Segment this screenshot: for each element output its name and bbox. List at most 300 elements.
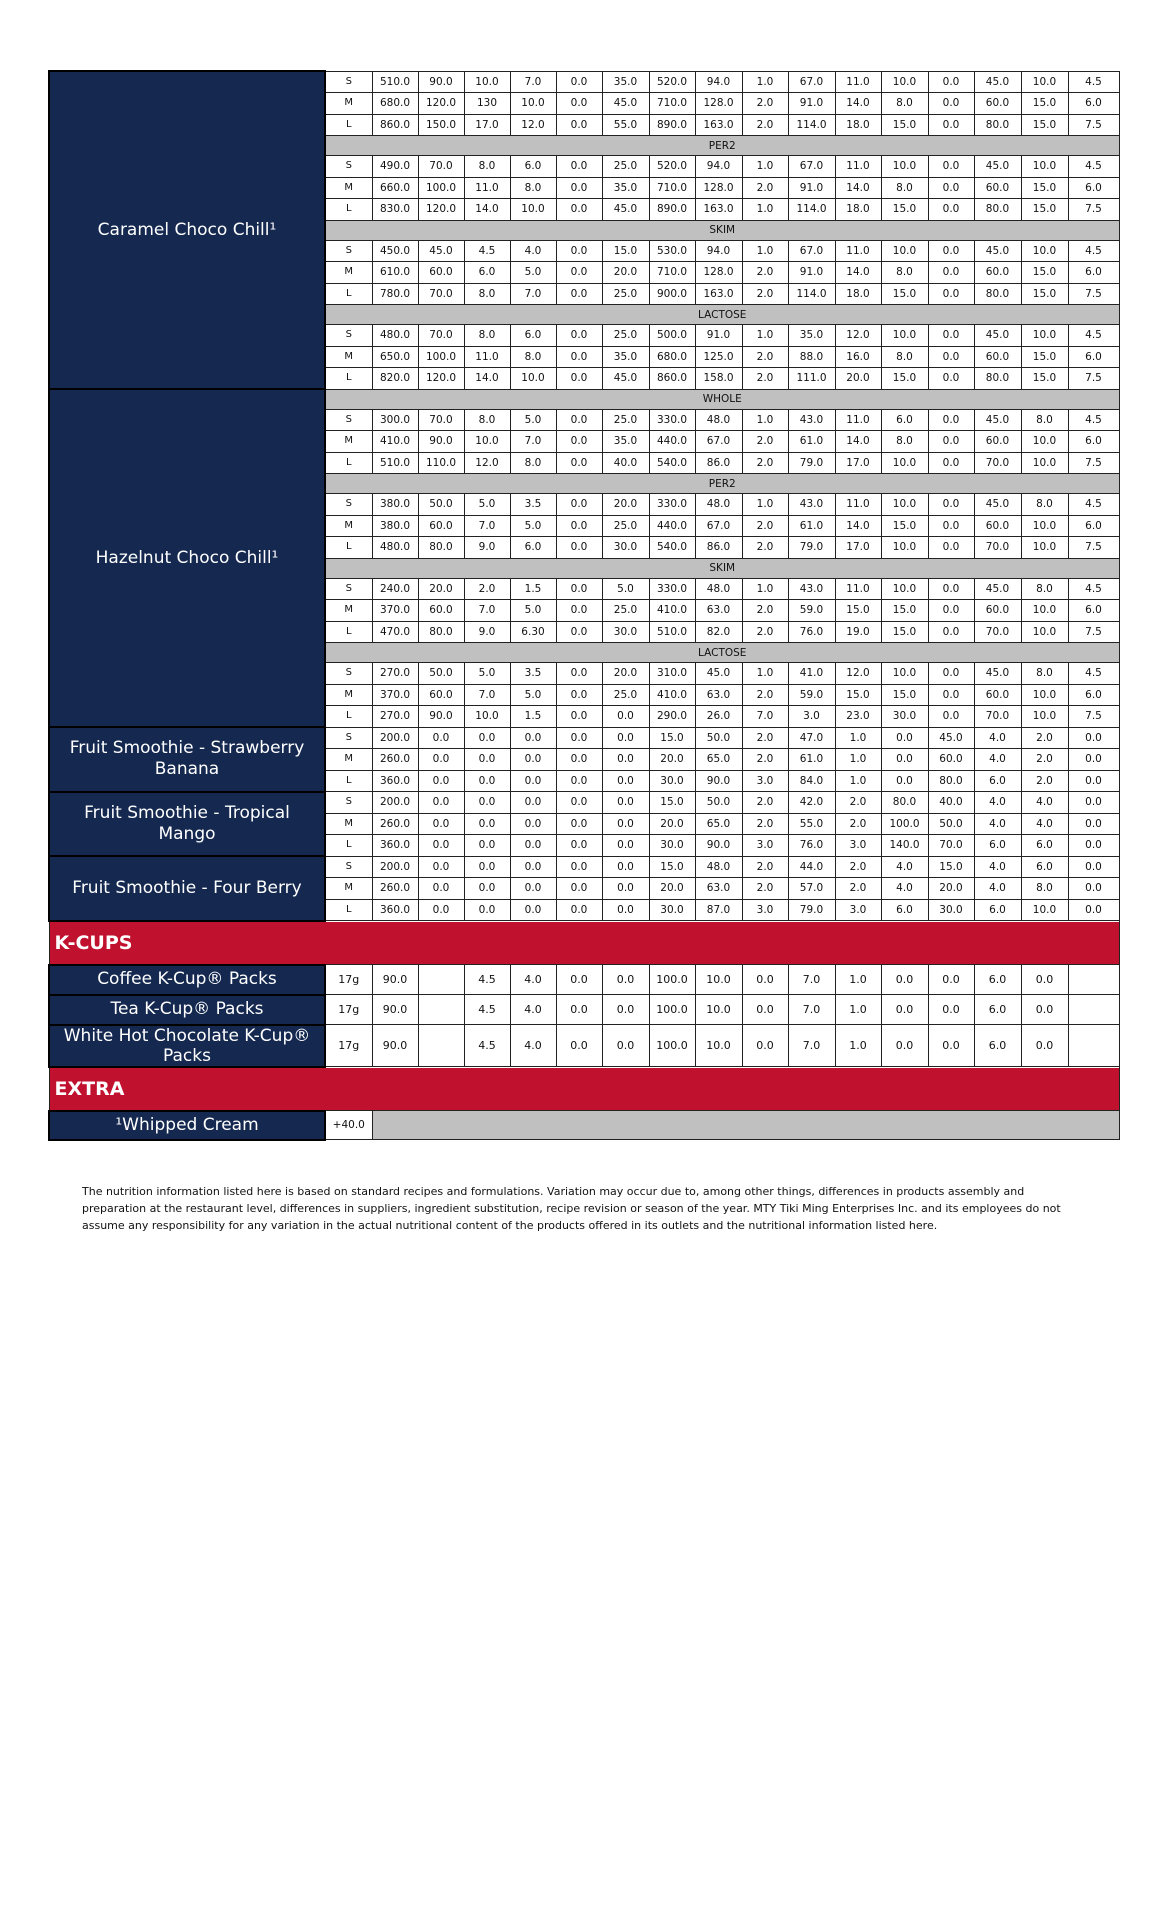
value-cell: 17.0 bbox=[835, 537, 881, 559]
value-cell: 16.0 bbox=[835, 346, 881, 368]
value-cell: 67.0 bbox=[695, 515, 742, 537]
value-cell: 45.0 bbox=[974, 663, 1021, 685]
value-cell: 11.0 bbox=[835, 240, 881, 262]
value-cell: 2.0 bbox=[742, 93, 788, 115]
value-cell: 90.0 bbox=[372, 995, 418, 1025]
value-cell: 8.0 bbox=[1021, 578, 1068, 600]
value-cell: 8.0 bbox=[510, 346, 556, 368]
value-cell: 6.0 bbox=[1068, 515, 1119, 537]
value-cell: 60.0 bbox=[974, 431, 1021, 453]
value-cell: 80.0 bbox=[881, 792, 928, 814]
value-cell: 80.0 bbox=[418, 537, 464, 559]
product-name-cell: Caramel Choco Chill¹ bbox=[49, 71, 325, 389]
value-cell: 70.0 bbox=[974, 452, 1021, 474]
value-cell: 0.0 bbox=[602, 856, 649, 878]
value-cell: 0.0 bbox=[742, 965, 788, 995]
value-cell: 8.0 bbox=[881, 93, 928, 115]
value-cell: 2.0 bbox=[1021, 727, 1068, 749]
value-cell: 5.0 bbox=[510, 684, 556, 706]
value-cell: 0.0 bbox=[556, 706, 602, 728]
value-cell: 140.0 bbox=[881, 835, 928, 857]
value-cell: 2.0 bbox=[742, 600, 788, 622]
value-cell: 0.0 bbox=[556, 431, 602, 453]
value-cell: 6.0 bbox=[1068, 600, 1119, 622]
value-cell: 0.0 bbox=[602, 813, 649, 835]
value-cell: 4.5 bbox=[464, 965, 510, 995]
value-cell: 94.0 bbox=[695, 156, 742, 178]
value-cell: 0.0 bbox=[602, 835, 649, 857]
value-cell: 45.0 bbox=[602, 199, 649, 221]
value-cell bbox=[1068, 965, 1119, 995]
value-cell: 2.0 bbox=[742, 114, 788, 136]
value-cell: 10.0 bbox=[1021, 325, 1068, 347]
size-cell: L bbox=[325, 835, 372, 857]
value-cell: 6.0 bbox=[1021, 856, 1068, 878]
value-cell: 10.0 bbox=[510, 199, 556, 221]
value-cell: 0.0 bbox=[1068, 792, 1119, 814]
value-cell: 70.0 bbox=[974, 706, 1021, 728]
value-cell: 4.5 bbox=[1068, 240, 1119, 262]
value-cell: 45.0 bbox=[974, 409, 1021, 431]
value-cell: 0.0 bbox=[881, 727, 928, 749]
value-cell: 163.0 bbox=[695, 283, 742, 305]
value-cell: 6.0 bbox=[881, 409, 928, 431]
value-cell: 270.0 bbox=[372, 706, 418, 728]
value-cell: 14.0 bbox=[835, 431, 881, 453]
size-cell: M bbox=[325, 177, 372, 199]
value-cell: 4.5 bbox=[1068, 71, 1119, 93]
size-cell: L bbox=[325, 452, 372, 474]
value-cell: 680.0 bbox=[372, 93, 418, 115]
value-cell: 80.0 bbox=[974, 114, 1021, 136]
value-cell: 57.0 bbox=[788, 878, 835, 900]
value-cell: 90.0 bbox=[418, 706, 464, 728]
value-cell: 7.5 bbox=[1068, 283, 1119, 305]
value-cell: 11.0 bbox=[835, 409, 881, 431]
value-cell: 480.0 bbox=[372, 537, 418, 559]
extra-section-title: EXTRA bbox=[49, 1067, 1119, 1111]
value-cell: 0.0 bbox=[1068, 856, 1119, 878]
value-cell: 0.0 bbox=[928, 71, 974, 93]
value-cell: 4.0 bbox=[1021, 792, 1068, 814]
value-cell: 5.0 bbox=[510, 262, 556, 284]
value-cell: 6.30 bbox=[510, 621, 556, 643]
value-cell: 91.0 bbox=[788, 93, 835, 115]
value-cell: 0.0 bbox=[602, 770, 649, 792]
serving-weight-cell: 17g bbox=[325, 1025, 372, 1067]
value-cell: 111.0 bbox=[788, 368, 835, 390]
value-cell: 76.0 bbox=[788, 621, 835, 643]
value-cell: 10.0 bbox=[510, 368, 556, 390]
value-cell: 2.0 bbox=[742, 515, 788, 537]
value-cell: 500.0 bbox=[649, 325, 695, 347]
size-cell: M bbox=[325, 262, 372, 284]
value-cell: 9.0 bbox=[464, 537, 510, 559]
value-cell: 80.0 bbox=[418, 621, 464, 643]
value-cell: 240.0 bbox=[372, 578, 418, 600]
value-cell: 0.0 bbox=[928, 156, 974, 178]
value-cell: 128.0 bbox=[695, 93, 742, 115]
value-cell: 0.0 bbox=[928, 325, 974, 347]
value-cell: 10.0 bbox=[1021, 71, 1068, 93]
value-cell: 70.0 bbox=[974, 621, 1021, 643]
value-cell: 14.0 bbox=[464, 368, 510, 390]
value-cell bbox=[1068, 1025, 1119, 1067]
value-cell: 15.0 bbox=[1021, 93, 1068, 115]
value-cell: 70.0 bbox=[418, 283, 464, 305]
value-cell: 35.0 bbox=[602, 71, 649, 93]
value-cell: 4.0 bbox=[974, 813, 1021, 835]
value-cell: 94.0 bbox=[695, 71, 742, 93]
value-cell: 60.0 bbox=[418, 262, 464, 284]
value-cell: 4.5 bbox=[464, 995, 510, 1025]
value-cell: 80.0 bbox=[974, 368, 1021, 390]
value-cell: 370.0 bbox=[372, 684, 418, 706]
value-cell: 15.0 bbox=[1021, 368, 1068, 390]
value-cell: 80.0 bbox=[974, 199, 1021, 221]
size-cell: L bbox=[325, 899, 372, 921]
value-cell: 8.0 bbox=[881, 346, 928, 368]
value-cell: 4.5 bbox=[1068, 578, 1119, 600]
value-cell: 0.0 bbox=[881, 770, 928, 792]
value-cell: 82.0 bbox=[695, 621, 742, 643]
value-cell: 15.0 bbox=[1021, 346, 1068, 368]
value-cell: 4.0 bbox=[881, 878, 928, 900]
value-cell: 360.0 bbox=[372, 770, 418, 792]
value-cell: 6.0 bbox=[974, 899, 1021, 921]
value-cell: 0.0 bbox=[928, 965, 974, 995]
value-cell: 120.0 bbox=[418, 199, 464, 221]
value-cell: 1.0 bbox=[835, 1025, 881, 1067]
value-cell: 5.0 bbox=[602, 578, 649, 600]
value-cell: 8.0 bbox=[510, 452, 556, 474]
value-cell: 10.0 bbox=[1021, 537, 1068, 559]
value-cell: 6.0 bbox=[1068, 346, 1119, 368]
value-cell: 50.0 bbox=[418, 663, 464, 685]
value-cell: 890.0 bbox=[649, 199, 695, 221]
value-cell: 0.0 bbox=[742, 1025, 788, 1067]
value-cell: 0.0 bbox=[1068, 835, 1119, 857]
kcup-row bbox=[49, 1025, 1119, 1067]
value-cell: 35.0 bbox=[602, 431, 649, 453]
value-cell: 60.0 bbox=[418, 600, 464, 622]
value-cell: 2.0 bbox=[742, 621, 788, 643]
milk-type-label: LACTOSE bbox=[325, 643, 1119, 663]
value-cell: 2.0 bbox=[835, 878, 881, 900]
value-cell: 5.0 bbox=[510, 515, 556, 537]
value-cell: 610.0 bbox=[372, 262, 418, 284]
value-cell: 65.0 bbox=[695, 813, 742, 835]
value-cell: 11.0 bbox=[835, 156, 881, 178]
size-cell: M bbox=[325, 684, 372, 706]
value-cell: 4.0 bbox=[974, 727, 1021, 749]
value-cell: 1.0 bbox=[742, 156, 788, 178]
value-cell: 1.0 bbox=[835, 749, 881, 771]
value-cell: 0.0 bbox=[510, 770, 556, 792]
value-cell: 8.0 bbox=[464, 409, 510, 431]
value-cell: 4.5 bbox=[1068, 663, 1119, 685]
value-cell: 48.0 bbox=[695, 409, 742, 431]
value-cell: 0.0 bbox=[556, 749, 602, 771]
value-cell: 0.0 bbox=[418, 813, 464, 835]
value-cell: 45.0 bbox=[974, 494, 1021, 516]
value-cell: 0.0 bbox=[928, 663, 974, 685]
value-cell: 6.0 bbox=[1068, 93, 1119, 115]
value-cell: 3.5 bbox=[510, 663, 556, 685]
value-cell: 5.0 bbox=[510, 409, 556, 431]
value-cell: 100.0 bbox=[418, 177, 464, 199]
value-cell: 70.0 bbox=[928, 835, 974, 857]
value-cell: 900.0 bbox=[649, 283, 695, 305]
value-cell: 0.0 bbox=[928, 283, 974, 305]
value-cell: 60.0 bbox=[974, 93, 1021, 115]
value-cell: 20.0 bbox=[928, 878, 974, 900]
value-cell: 35.0 bbox=[788, 325, 835, 347]
value-cell: 19.0 bbox=[835, 621, 881, 643]
size-cell: L bbox=[325, 621, 372, 643]
value-cell: 0.0 bbox=[556, 621, 602, 643]
value-cell: 0.0 bbox=[1068, 749, 1119, 771]
value-cell: 90.0 bbox=[695, 835, 742, 857]
value-cell: 6.0 bbox=[974, 1025, 1021, 1067]
value-cell: 15.0 bbox=[881, 515, 928, 537]
value-cell: 650.0 bbox=[372, 346, 418, 368]
value-cell: 15.0 bbox=[649, 727, 695, 749]
value-cell: 480.0 bbox=[372, 325, 418, 347]
value-cell: 11.0 bbox=[464, 346, 510, 368]
value-cell: 20.0 bbox=[649, 749, 695, 771]
value-cell: 25.0 bbox=[602, 409, 649, 431]
value-cell: 79.0 bbox=[788, 537, 835, 559]
value-cell: 8.0 bbox=[1021, 663, 1068, 685]
value-cell: 15.0 bbox=[602, 240, 649, 262]
value-cell: 0.0 bbox=[418, 899, 464, 921]
value-cell: 10.0 bbox=[881, 325, 928, 347]
value-cell: 0.0 bbox=[602, 706, 649, 728]
value-cell: 0.0 bbox=[418, 856, 464, 878]
value-cell: 10.0 bbox=[881, 71, 928, 93]
size-cell: L bbox=[325, 283, 372, 305]
value-cell: 60.0 bbox=[928, 749, 974, 771]
value-cell: 0.0 bbox=[928, 515, 974, 537]
value-cell: 710.0 bbox=[649, 262, 695, 284]
value-cell: 0.0 bbox=[928, 199, 974, 221]
value-cell: 0.0 bbox=[928, 537, 974, 559]
value-cell: 91.0 bbox=[788, 177, 835, 199]
value-cell: 2.0 bbox=[742, 177, 788, 199]
value-cell: 114.0 bbox=[788, 199, 835, 221]
value-cell: 3.5 bbox=[510, 494, 556, 516]
value-cell: 0.0 bbox=[510, 792, 556, 814]
value-cell: 26.0 bbox=[695, 706, 742, 728]
value-cell: 2.0 bbox=[742, 856, 788, 878]
value-cell: 660.0 bbox=[372, 177, 418, 199]
value-cell: 2.0 bbox=[742, 431, 788, 453]
value-cell: 10.0 bbox=[881, 494, 928, 516]
product-name-cell: Hazelnut Choco Chill¹ bbox=[49, 389, 325, 727]
value-cell: 0.0 bbox=[556, 663, 602, 685]
milk-type-label: SKIM bbox=[325, 220, 1119, 240]
section-header-row bbox=[49, 921, 1119, 965]
milk-type-label: PER2 bbox=[325, 136, 1119, 156]
value-cell: 410.0 bbox=[649, 684, 695, 706]
value-cell: 0.0 bbox=[556, 156, 602, 178]
size-cell: S bbox=[325, 71, 372, 93]
value-cell: 0.0 bbox=[928, 409, 974, 431]
value-cell: 2.0 bbox=[742, 749, 788, 771]
value-cell: 20.0 bbox=[835, 368, 881, 390]
value-cell: 780.0 bbox=[372, 283, 418, 305]
value-cell: 0.0 bbox=[556, 71, 602, 93]
value-cell: 0.0 bbox=[928, 621, 974, 643]
value-cell: 80.0 bbox=[974, 283, 1021, 305]
value-cell: 84.0 bbox=[788, 770, 835, 792]
value-cell: 11.0 bbox=[835, 494, 881, 516]
value-cell: 11.0 bbox=[835, 71, 881, 93]
value-cell: 7.0 bbox=[788, 995, 835, 1025]
value-cell: 440.0 bbox=[649, 431, 695, 453]
value-cell: 0.0 bbox=[556, 199, 602, 221]
value-cell: 10.0 bbox=[695, 995, 742, 1025]
value-cell: 60.0 bbox=[974, 600, 1021, 622]
value-cell: 15.0 bbox=[649, 856, 695, 878]
value-cell: 0.0 bbox=[556, 368, 602, 390]
value-cell: 860.0 bbox=[372, 114, 418, 136]
value-cell: 40.0 bbox=[602, 452, 649, 474]
value-cell: 10.0 bbox=[1021, 706, 1068, 728]
value-cell: 70.0 bbox=[974, 537, 1021, 559]
value-cell: 15.0 bbox=[1021, 177, 1068, 199]
value-cell: 79.0 bbox=[788, 452, 835, 474]
table-row bbox=[49, 792, 1119, 814]
value-cell: 14.0 bbox=[464, 199, 510, 221]
value-cell: 410.0 bbox=[372, 431, 418, 453]
value-cell: 6.0 bbox=[1068, 431, 1119, 453]
value-cell: 25.0 bbox=[602, 283, 649, 305]
value-cell: 17.0 bbox=[835, 452, 881, 474]
value-cell: 0.0 bbox=[556, 770, 602, 792]
value-cell: 86.0 bbox=[695, 452, 742, 474]
value-cell: 1.0 bbox=[742, 494, 788, 516]
value-cell: 6.0 bbox=[974, 995, 1021, 1025]
value-cell: 12.0 bbox=[510, 114, 556, 136]
value-cell: 8.0 bbox=[1021, 409, 1068, 431]
value-cell: 710.0 bbox=[649, 93, 695, 115]
value-cell: 0.0 bbox=[602, 995, 649, 1025]
value-cell: 91.0 bbox=[695, 325, 742, 347]
value-cell: 260.0 bbox=[372, 878, 418, 900]
value-cell: 0.0 bbox=[881, 965, 928, 995]
value-cell: 67.0 bbox=[788, 71, 835, 93]
value-cell: 120.0 bbox=[418, 93, 464, 115]
value-cell: 20.0 bbox=[602, 262, 649, 284]
value-cell: 55.0 bbox=[602, 114, 649, 136]
value-cell: 330.0 bbox=[649, 409, 695, 431]
value-cell: 14.0 bbox=[835, 93, 881, 115]
value-cell: 100.0 bbox=[649, 995, 695, 1025]
value-cell: 0.0 bbox=[928, 706, 974, 728]
value-cell: 50.0 bbox=[928, 813, 974, 835]
value-cell: 61.0 bbox=[788, 749, 835, 771]
value-cell: 1.0 bbox=[742, 578, 788, 600]
value-cell: 0.0 bbox=[418, 749, 464, 771]
size-cell: S bbox=[325, 792, 372, 814]
value-cell: 0.0 bbox=[556, 1025, 602, 1067]
value-cell: 15.0 bbox=[835, 684, 881, 706]
value-cell: 0.0 bbox=[418, 727, 464, 749]
value-cell: 3.0 bbox=[835, 899, 881, 921]
value-cell: 1.0 bbox=[742, 71, 788, 93]
size-cell: M bbox=[325, 93, 372, 115]
milk-type-row bbox=[49, 389, 1119, 409]
value-cell: 0.0 bbox=[928, 93, 974, 115]
value-cell: 0.0 bbox=[510, 727, 556, 749]
value-cell: 100.0 bbox=[881, 813, 928, 835]
value-cell: 7.0 bbox=[464, 684, 510, 706]
value-cell: 0.0 bbox=[928, 177, 974, 199]
value-cell: 10.0 bbox=[1021, 156, 1068, 178]
value-cell: 2.0 bbox=[742, 792, 788, 814]
value-cell: 0.0 bbox=[556, 537, 602, 559]
value-cell: 30.0 bbox=[649, 835, 695, 857]
value-cell: 330.0 bbox=[649, 578, 695, 600]
value-cell: 6.0 bbox=[464, 262, 510, 284]
value-cell: 2.0 bbox=[742, 537, 788, 559]
size-cell: S bbox=[325, 325, 372, 347]
value-cell bbox=[418, 1025, 464, 1067]
value-cell: 0.0 bbox=[928, 995, 974, 1025]
value-cell: 55.0 bbox=[788, 813, 835, 835]
value-cell: 12.0 bbox=[835, 325, 881, 347]
value-cell: 20.0 bbox=[649, 878, 695, 900]
value-cell: 1.0 bbox=[742, 199, 788, 221]
value-cell: 70.0 bbox=[418, 409, 464, 431]
value-cell: 4.5 bbox=[1068, 494, 1119, 516]
value-cell: 4.0 bbox=[974, 792, 1021, 814]
size-cell: L bbox=[325, 537, 372, 559]
extra-value-cell: +40.0 bbox=[325, 1111, 372, 1140]
value-cell: 45.0 bbox=[695, 663, 742, 685]
value-cell: 0.0 bbox=[928, 452, 974, 474]
value-cell: 20.0 bbox=[649, 813, 695, 835]
value-cell: 0.0 bbox=[556, 600, 602, 622]
value-cell: 290.0 bbox=[649, 706, 695, 728]
product-name-cell: White Hot Chocolate K-Cup® Packs bbox=[49, 1025, 325, 1067]
product-name-cell: Fruit Smoothie - Tropical Mango bbox=[49, 792, 325, 857]
value-cell: 5.0 bbox=[510, 600, 556, 622]
value-cell: 2.0 bbox=[1021, 770, 1068, 792]
value-cell: 680.0 bbox=[649, 346, 695, 368]
value-cell: 0.0 bbox=[464, 749, 510, 771]
value-cell: 260.0 bbox=[372, 749, 418, 771]
value-cell: 94.0 bbox=[695, 240, 742, 262]
value-cell: 0.0 bbox=[556, 578, 602, 600]
milk-type-label: WHOLE bbox=[325, 389, 1119, 409]
value-cell: 10.0 bbox=[1021, 899, 1068, 921]
value-cell: 2.0 bbox=[742, 727, 788, 749]
value-cell: 0.0 bbox=[1021, 1025, 1068, 1067]
value-cell: 90.0 bbox=[372, 1025, 418, 1067]
value-cell: 25.0 bbox=[602, 325, 649, 347]
table-row bbox=[49, 71, 1119, 93]
value-cell: 45.0 bbox=[602, 368, 649, 390]
value-cell: 510.0 bbox=[649, 621, 695, 643]
size-cell: S bbox=[325, 663, 372, 685]
value-cell: 67.0 bbox=[788, 156, 835, 178]
kcup-row bbox=[49, 995, 1119, 1025]
value-cell: 15.0 bbox=[881, 283, 928, 305]
value-cell: 10.0 bbox=[464, 71, 510, 93]
